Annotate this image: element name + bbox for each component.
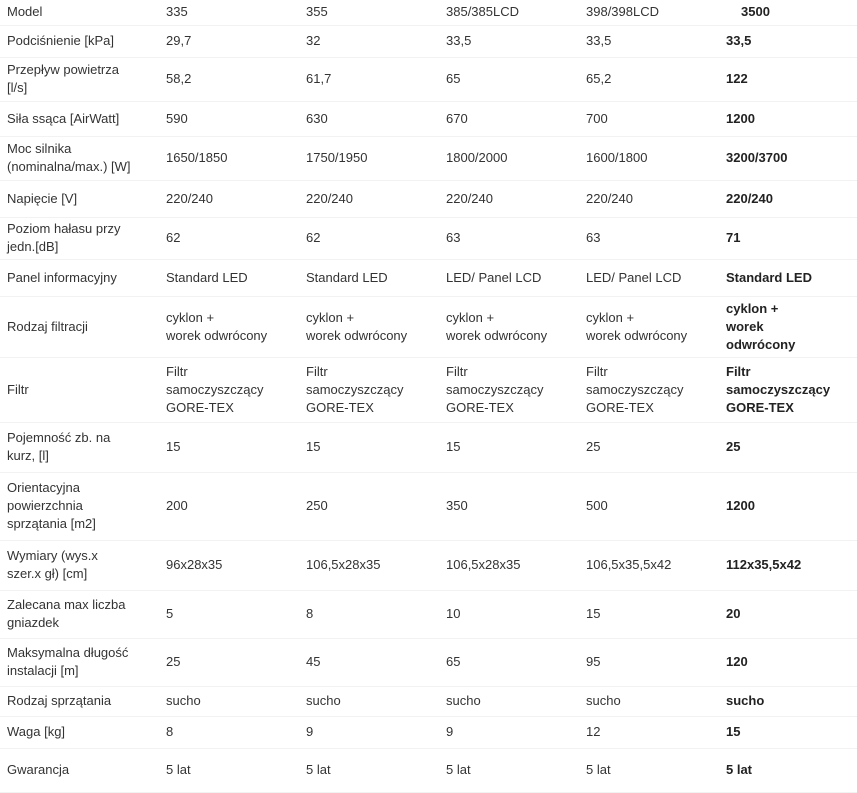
cell-value: 58,2	[166, 71, 192, 86]
cell-value: 250	[306, 498, 328, 513]
cell-value: 385/385LCD	[446, 4, 519, 20]
cell-value: 700	[586, 110, 608, 126]
cell-model-3	[439, 472, 579, 540]
row-label	[0, 25, 159, 57]
cell-value: 29,7	[166, 33, 192, 48]
cell-value: 106,5x28x35	[446, 557, 521, 572]
cell-value: 5 lat	[306, 762, 331, 777]
cell-value: Filtr samoczyszczący GORE-TEX	[726, 363, 831, 415]
table-row	[0, 716, 857, 748]
cell-model-3	[439, 296, 579, 357]
table-row	[0, 25, 857, 57]
cell-model-2	[299, 136, 439, 180]
cell-model-2	[299, 25, 439, 57]
cell-value: 15	[446, 439, 461, 454]
table-row	[0, 472, 857, 540]
table-row	[0, 590, 857, 638]
cell-model-1	[159, 590, 299, 638]
cell-value: 5 lat	[726, 762, 753, 777]
row-label	[0, 748, 159, 792]
cell-model-1	[159, 217, 299, 259]
cell-value: 3500	[741, 4, 770, 20]
cell-model-1	[159, 357, 299, 422]
cell-model-3	[439, 357, 579, 422]
table-row	[0, 686, 857, 716]
cell-model-5	[719, 259, 857, 296]
cell-value: 45	[306, 654, 321, 669]
row-label-text: Rodzaj sprzątania	[7, 693, 112, 708]
cell-value: 335	[166, 4, 188, 20]
cell-value: 5 lat	[166, 762, 191, 777]
cell-value: cyklon + worek odwrócony	[726, 300, 796, 352]
cell-value: LED/ Panel LCD	[586, 269, 682, 285]
cell-value: 200	[166, 498, 188, 513]
cell-value: 5 lat	[446, 762, 471, 777]
cell-model-2	[299, 217, 439, 259]
cell-model-5	[719, 136, 857, 180]
cell-value: 106,5x35,5x42	[586, 557, 672, 572]
cell-value: 220/240	[306, 190, 353, 206]
cell-value: Filtr samoczyszczący GORE-TEX	[446, 363, 544, 415]
cell-model-4	[579, 686, 719, 716]
row-label-text: Orientacyjna powierzchnia sprzątania [m2]	[7, 480, 96, 531]
cell-model-5	[719, 686, 857, 716]
cell-value: 500	[586, 498, 608, 513]
cell-model-1	[159, 422, 299, 472]
row-label-text: Zalecana max liczba gniazdek	[7, 597, 126, 630]
cell-model-1	[159, 638, 299, 686]
cell-model-2	[299, 748, 439, 792]
cell-model-3	[439, 638, 579, 686]
row-label	[0, 422, 159, 472]
row-label-text: Gwarancja	[7, 762, 70, 777]
cell-model-1	[159, 25, 299, 57]
cell-model-4	[579, 748, 719, 792]
row-label	[0, 686, 159, 716]
cell-model-4	[579, 357, 719, 422]
row-label-text: Wymiary (wys.x szer.x gł) [cm]	[7, 548, 98, 581]
cell-model-4	[579, 296, 719, 357]
cell-value: 15	[586, 606, 601, 621]
cell-value: 398/398LCD	[586, 4, 659, 20]
row-label	[0, 590, 159, 638]
cell-model-4	[579, 217, 719, 259]
cell-model-1	[159, 136, 299, 180]
cell-model-5	[719, 716, 857, 748]
table-row	[0, 180, 857, 217]
cell-value: sucho	[166, 693, 201, 708]
cell-model-5	[719, 748, 857, 792]
cell-model-2	[299, 259, 439, 296]
cell-value: 106,5x28x35	[306, 557, 381, 572]
cell-value: 20	[726, 606, 741, 621]
row-label-text: Maksymalna długość instalacji [m]	[7, 645, 129, 678]
cell-value: 1800/2000	[446, 150, 508, 165]
cell-model-4	[579, 101, 719, 136]
row-label-text: Przepływ powietrza [l/s]	[7, 62, 119, 95]
cell-value: 25	[586, 439, 601, 454]
cell-model-4	[579, 716, 719, 748]
cell-model-5	[719, 638, 857, 686]
cell-model-4	[579, 0, 719, 25]
cell-value: 220/240	[166, 190, 213, 206]
table-row	[0, 638, 857, 686]
cell-model-5	[719, 0, 857, 25]
table-row	[0, 136, 857, 180]
cell-model-5	[719, 25, 857, 57]
cell-model-1	[159, 540, 299, 590]
cell-model-4	[579, 25, 719, 57]
table-row	[0, 296, 857, 357]
cell-value: 120	[726, 654, 748, 669]
cell-value: 33,5	[726, 33, 752, 48]
cell-model-5	[719, 422, 857, 472]
cell-value: 122	[726, 71, 748, 86]
cell-model-2	[299, 0, 439, 25]
cell-value: Filtr samoczyszczący GORE-TEX	[306, 363, 404, 415]
cell-model-2	[299, 540, 439, 590]
cell-value: 96x28x35	[166, 557, 223, 572]
table-row	[0, 101, 857, 136]
cell-value: 25	[166, 654, 181, 669]
table-row	[0, 259, 857, 296]
cell-value: Standard LED	[306, 269, 388, 285]
cell-value: 9	[446, 724, 454, 739]
cell-value: Standard LED	[726, 269, 812, 285]
cell-value: 220/240	[446, 190, 493, 206]
cell-value: 63	[446, 230, 461, 245]
cell-value: 1200	[726, 110, 755, 126]
cell-value: sucho	[306, 693, 341, 708]
cell-model-3	[439, 716, 579, 748]
row-label-text: Model	[7, 4, 43, 20]
cell-value: cyklon + worek odwrócony	[166, 309, 268, 343]
cell-model-2	[299, 686, 439, 716]
cell-model-3	[439, 101, 579, 136]
cell-model-2	[299, 638, 439, 686]
row-label	[0, 472, 159, 540]
row-label	[0, 716, 159, 748]
cell-model-4	[579, 638, 719, 686]
cell-value: 65,2	[586, 71, 612, 86]
cell-value: 33,5	[586, 33, 612, 48]
row-label-text: Siła ssąca [AirWatt]	[7, 110, 120, 126]
cell-model-3	[439, 686, 579, 716]
cell-value: 65	[446, 71, 461, 86]
cell-value: 5 lat	[586, 762, 611, 777]
cell-model-5	[719, 101, 857, 136]
cell-value: 1600/1800	[586, 150, 648, 165]
cell-value: cyklon + worek odwrócony	[586, 309, 688, 343]
cell-model-1	[159, 472, 299, 540]
row-label	[0, 259, 159, 296]
row-label	[0, 57, 159, 101]
cell-value: 95	[586, 654, 601, 669]
cell-value: 3200/3700	[726, 150, 788, 165]
cell-model-1	[159, 259, 299, 296]
cell-value: 350	[446, 498, 468, 513]
row-label	[0, 357, 159, 422]
cell-value: 12	[586, 724, 601, 739]
cell-model-1	[159, 101, 299, 136]
cell-model-1	[159, 716, 299, 748]
cell-value: sucho	[726, 693, 765, 708]
cell-value: 112x35,5x42	[726, 557, 802, 572]
cell-value: 1650/1850	[166, 150, 228, 165]
cell-value: 1200	[726, 498, 755, 513]
cell-model-1	[159, 296, 299, 357]
cell-model-5	[719, 57, 857, 101]
cell-model-3	[439, 217, 579, 259]
row-label	[0, 180, 159, 217]
cell-model-2	[299, 422, 439, 472]
cell-model-4	[579, 590, 719, 638]
row-label-text: Rodzaj filtracji	[7, 318, 88, 334]
row-label-text: Filtr	[7, 381, 29, 397]
cell-value: 10	[446, 606, 461, 621]
cell-value: 220/240	[726, 190, 773, 206]
row-label	[0, 540, 159, 590]
cell-model-4	[579, 472, 719, 540]
cell-value: LED/ Panel LCD	[446, 269, 542, 285]
cell-model-3	[439, 259, 579, 296]
table-row	[0, 357, 857, 422]
cell-model-5	[719, 180, 857, 217]
cell-model-1	[159, 748, 299, 792]
cell-value: 15	[726, 724, 741, 739]
cell-value: Filtr samoczyszczący GORE-TEX	[166, 363, 264, 415]
cell-model-3	[439, 57, 579, 101]
cell-model-2	[299, 101, 439, 136]
cell-value: 71	[726, 230, 741, 245]
table-row	[0, 217, 857, 259]
row-label	[0, 136, 159, 180]
cell-value: 15	[166, 439, 181, 454]
cell-value: 8	[306, 606, 314, 621]
cell-value: 355	[306, 4, 328, 20]
cell-model-4	[579, 57, 719, 101]
row-label-text: Panel informacyjny	[7, 269, 117, 285]
cell-value: 1750/1950	[306, 150, 368, 165]
row-label	[0, 217, 159, 259]
cell-model-1	[159, 686, 299, 716]
cell-model-1	[159, 180, 299, 217]
cell-value: Standard LED	[166, 269, 248, 285]
cell-model-3	[439, 0, 579, 25]
cell-model-1	[159, 0, 299, 25]
cell-model-5	[719, 472, 857, 540]
cell-model-2	[299, 180, 439, 217]
row-label	[0, 638, 159, 686]
row-label-text: Napięcie [V]	[7, 190, 78, 206]
cell-model-4	[579, 422, 719, 472]
cell-model-3	[439, 540, 579, 590]
cell-model-5	[719, 590, 857, 638]
table-row	[0, 57, 857, 101]
cell-model-5	[719, 296, 857, 357]
cell-model-3	[439, 590, 579, 638]
cell-model-2	[299, 716, 439, 748]
cell-model-1	[159, 57, 299, 101]
cell-value: cyklon + worek odwrócony	[306, 309, 408, 343]
row-label	[0, 0, 159, 25]
cell-value: 62	[306, 230, 321, 245]
cell-model-2	[299, 590, 439, 638]
cell-model-4	[579, 259, 719, 296]
cell-value: 62	[166, 230, 181, 245]
row-label	[0, 101, 159, 136]
cell-value: 8	[166, 724, 174, 739]
cell-model-2	[299, 472, 439, 540]
cell-model-3	[439, 136, 579, 180]
cell-value: 670	[446, 110, 468, 126]
cell-value: 630	[306, 110, 328, 126]
cell-model-3	[439, 180, 579, 217]
cell-value: 65	[446, 654, 461, 669]
cell-value: 590	[166, 110, 188, 126]
cell-model-5	[719, 357, 857, 422]
cell-value: 33,5	[446, 33, 472, 48]
row-label	[0, 296, 159, 357]
cell-model-4	[579, 180, 719, 217]
cell-model-5	[719, 217, 857, 259]
cell-value: sucho	[446, 693, 481, 708]
cell-value: Filtr samoczyszczący GORE-TEX	[586, 363, 684, 415]
table-row	[0, 422, 857, 472]
table-row	[0, 0, 857, 25]
cell-model-2	[299, 296, 439, 357]
cell-model-2	[299, 57, 439, 101]
cell-model-4	[579, 540, 719, 590]
cell-value: 32	[306, 33, 321, 48]
cell-value: 220/240	[586, 190, 633, 206]
row-label-text: Waga [kg]	[7, 724, 66, 739]
cell-model-3	[439, 25, 579, 57]
row-label-text: Poziom hałasu przy jedn.[dB]	[7, 221, 121, 254]
cell-model-3	[439, 422, 579, 472]
table-row	[0, 540, 857, 590]
cell-model-3	[439, 748, 579, 792]
cell-model-2	[299, 357, 439, 422]
row-label-text: Pojemność zb. na kurz, [l]	[7, 430, 111, 463]
cell-model-4	[579, 136, 719, 180]
cell-value: sucho	[586, 693, 621, 708]
cell-value: 5	[166, 606, 174, 621]
cell-value: 63	[586, 230, 601, 245]
cell-value: 9	[306, 724, 314, 739]
table-row	[0, 748, 857, 792]
cell-value: 25	[726, 439, 741, 454]
row-label-text: Moc silnika (nominalna/max.) [W]	[7, 141, 131, 174]
cell-value: 61,7	[306, 71, 332, 86]
cell-value: cyklon + worek odwrócony	[446, 309, 548, 343]
cell-value: 15	[306, 439, 321, 454]
cell-model-5	[719, 540, 857, 590]
row-label-text: Podciśnienie [kPa]	[7, 33, 114, 48]
